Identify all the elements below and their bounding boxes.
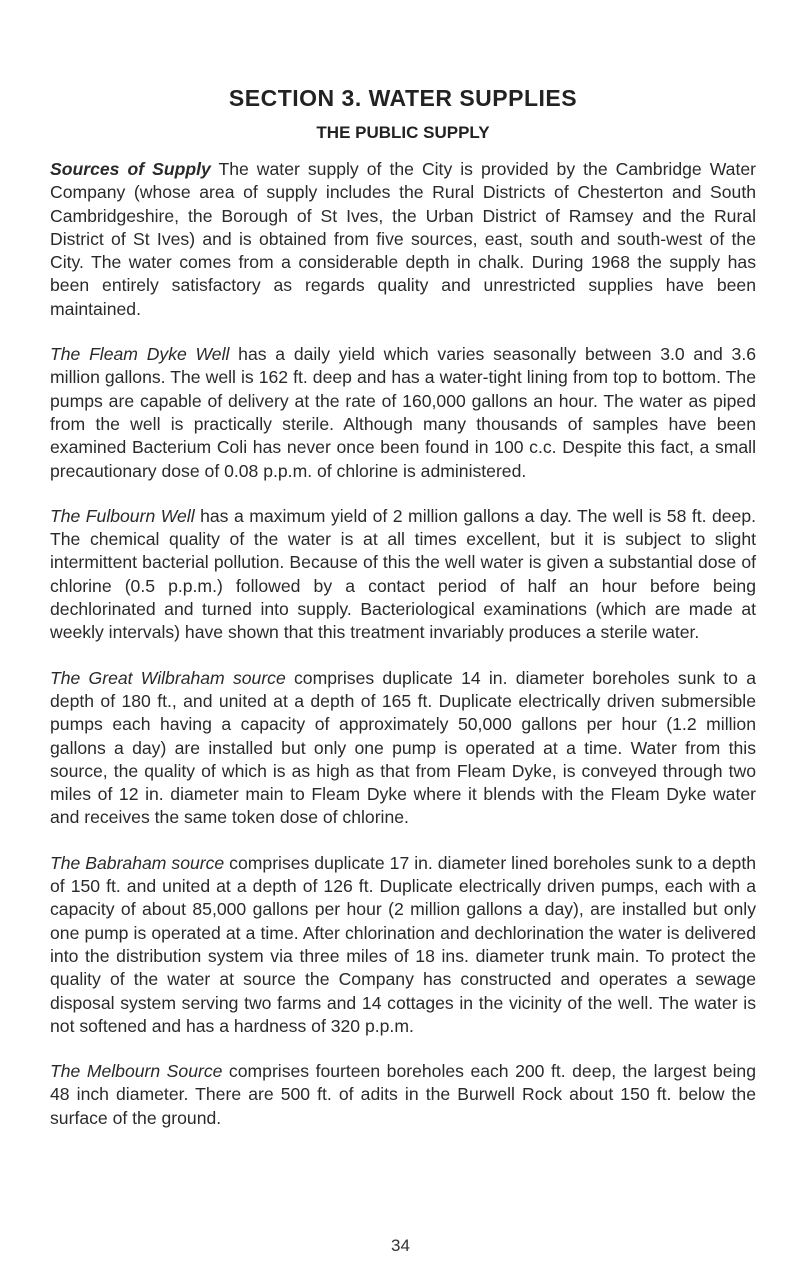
paragraph-text: comprises duplicate 14 in. diameter boreholes sunk to a depth of 180 ft., and united at a depth of 165 ft. Duplicate electrically driven submersible pumps each having a capacity of approximately 50,000 gallons per hour (1.2 million gallons a day) are installed but only one pump is operated at a time. Water from this source, the quality of which is as high as that from Fleam Dyke, is conveyed through two miles of 12 in. diameter main to Fleam Dyke where it blends with the Fleam Dyke water and receives the same token dose of chlorine. [50,667,756,828]
paragraph-fulbourn-well [50,505,756,645]
paragraph-lead: The Fulbourn Well [50,505,195,526]
section-title: SECTION 3. WATER SUPPLIES [228,85,578,111]
paragraph-text: has a daily yield which varies seasonally between 3.0 and 3.6 million gallons. The well is 162 ft. deep and has a water-tight lining from top to bottom. The pumps are capable of delivery at the rate of 160,000 gallons an hour. The water as piped from the well is practically sterile. Although many thousands of samples have been examined Bacterium Coli has never once been found in 100 c.c. Despite this fact, a small precautionary dose of 0.08 p.p.m. of chlorine is administered. [50,344,756,481]
paragraph-fleam-dyke-well [50,343,756,483]
paragraph-babraham-source [50,852,756,1038]
paragraph-lead: The Babraham source [50,852,225,873]
paragraph-text: The water supply of the City is provided by the Cambridge Water Company (whose area of supply includes the Rural Districts of Chesterton and South Cambridgeshire, the Borough of St Ives, the Urban District of Ramsey and the Rural District of St Ives) and is obtained from five sources, east, south and south-west of the City. The water comes from a considerable depth in chalk. During 1968 the supply has been entirely satisfactory as regards quality and unrestricted supplies have been maintained. [50,159,756,319]
page-number: 34 [391,1236,410,1255]
paragraph-lead: The Great Wilbraham source [50,667,286,688]
paragraph-text: has a maximum yield of 2 million gallons a day. The well is 58 ft. deep. The chemical quality of the water is at all times excellent, but it is subject to slight intermittent bacterial pollution. Because of this the well water is given a substantial dose of chlorine (0.5 p.p.m.) followed by a contact period of half an hour before being dechlorinated and turned into supply. Bacteriological examinations (which are made at weekly intervals) have shown that this treatment invariably produces a sterile water. [50,505,757,643]
subsection-title: THE PUBLIC SUPPLY [316,123,490,142]
paragraph-lead: Sources of Supply [50,159,211,179]
paragraph-great-wilbraham-source [50,667,756,830]
paragraph-melbourn-source [50,1060,756,1130]
paragraph-text: comprises fourteen boreholes each 200 ft. deep, the largest being 48 inch diameter. There are 500 ft. of adits in the Burwell Rock about 150 ft. below the surface of the ground. [50,1061,756,1128]
paragraph-lead: The Melbourn Source [50,1061,223,1082]
paragraph-text: comprises duplicate 17 in. diameter lined boreholes sunk to a depth of 150 ft. and united at a depth of 126 ft. Duplicate electrically driven pumps, each with a capacity of about 85,000 gallons per hour (2 million gallons a day), are installed but only one pump is operated at a time. After chlorination and dechlorination the water is delivered into the distribution system via three miles of 18 ins. diameter trunk main. To protect the quality of the water at source the Company has constructed and operates a sewage disposal system serving two farms and 14 cottages in the vicinity of the well. The water is not softened and has a hardness of 320 p.p.m. [50,852,757,1036]
document-page [50,84,756,1152]
paragraph-sources-of-supply [50,158,756,321]
paragraph-lead: The Fleam Dyke Well [50,344,230,365]
